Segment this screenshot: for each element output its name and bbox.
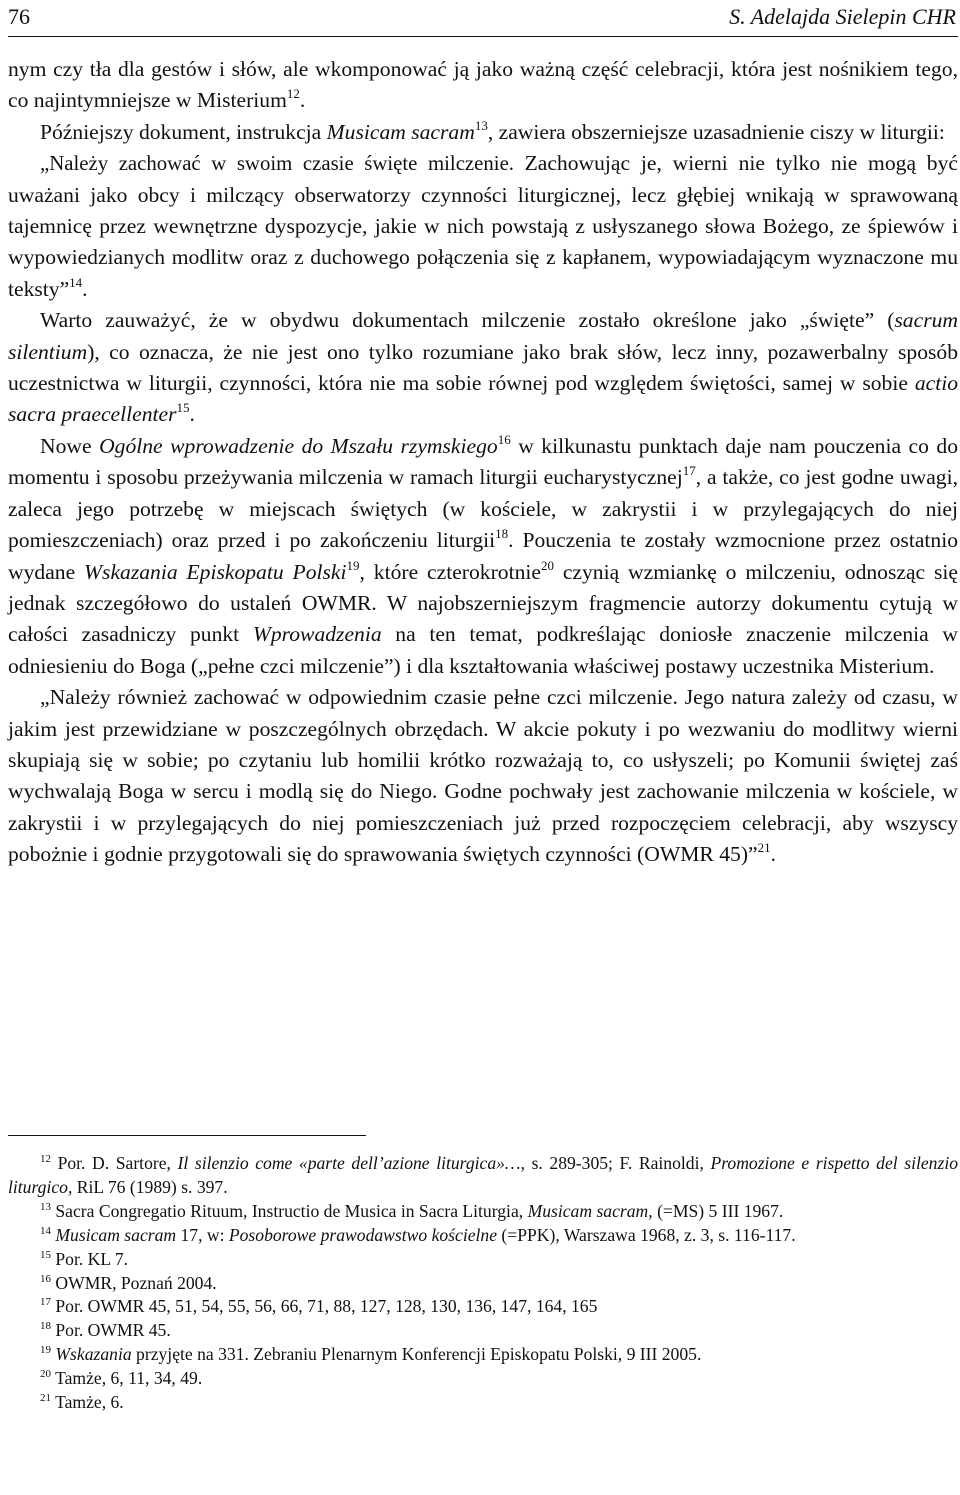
footnote-16: $^{16}$ OWMR, Poznań 2004.: [40, 1272, 217, 1293]
footnote-ref[interactable]: 17: [682, 463, 696, 479]
footnote-17: $^{17}$ Por. OWMR 45, 51, 54, 55, 56, 66, 71, 88, 127, 128, 130, 136, 147, 164, 165: [40, 1296, 598, 1317]
block-quote: „Należy zachować w swoim czasie święte milczenie. Zachowując je, wierni nie tylko nie mogą być uważani jako obcy i milczący obserwatorzy czynności liturgicznej, lecz głębiej wnikają w sprawowaną tajemnicę przez wewnętrzne dyspozycje, jakie w nich powstają z usłyszanego słowa Bożego, ze śpiewów i wypowiedzianych modlitw oraz z duchowego połączenia się z kapłanem, wypowiadającym wyznaczone mu teksty”$^{14}$.: [8, 151, 958, 301]
footnote-20: $^{20}$ Tamże, 6, 11, 34, 49.: [40, 1368, 203, 1389]
paragraph: Warto zauważyć, że w obydwu dokumentach milczenie zostało określone jako „święte” (sacrum silentium), co oznacza, że nie jest ono tylko rozumiane jako brak słów, lecz inny, pozawerbalny sposób uczestnictwa w liturgii, czynności, która nie ma sobie równej pod względem świętości, samej w sobie actio sacra praecellenter$^{15}$.: [8, 308, 958, 427]
footnote-21: $^{21}$ Tamże, 6.: [40, 1392, 124, 1413]
page-number: 76: [8, 4, 30, 29]
paragraph: Późniejszy dokument, instrukcja Musicam sacram$^{13}$, zawiera obszerniejsze uzasadnienie ciszy w liturgii:: [40, 117, 945, 144]
footnote-ref[interactable]: 13: [474, 117, 488, 133]
block-quote: „Należy również zachować w odpowiednim czasie pełne czci milczenie. Jego natura zależy od czasu, w jakim jest przewidziane w poszczególnych obrzędach. W akcie pokuty i po wezwaniu do modlitwy wierni skupiają się w sobie; po czytaniu lub homilii krótko rozważają to, co usłyszeli; po Komunii świętej zaś wychwalają Boga w sercu i modlą się do Niego. Godne pochwały jest zachowanie milczenia w kościele, w zakrystii i w przylegających do niej pomieszczeniach już przed rozpoczęciem celebracji, aby wszyscy pobożnie i godnie przygotowali się do sprawowania świętych czynności (OWMR 45)”$^{21}$.: [8, 685, 958, 867]
footnote-ref[interactable]: 18: [495, 526, 509, 542]
footnote-separator: [8, 1135, 366, 1136]
footnote-18: $^{18}$ Por. OWMR 45.: [40, 1320, 171, 1341]
footnote-12: $^{12}$ Por. D. Sartore, Il silenzio come «parte dell’azione liturgica»…, s. 289-305; F. Rainoldi, Promozione e rispetto del silenzio liturgico, RiL 76 (1989) s. 397.: [8, 1153, 959, 1197]
footnote-ref[interactable]: 16: [497, 431, 511, 447]
footnote-ref[interactable]: 14: [69, 274, 83, 290]
page-header: [8, 0, 958, 37]
body-text: [8, 54, 958, 871]
paragraph-continuation: nym czy tła dla gestów i słów, ale wkomponować ją jako ważną część celebracji, która jest nośnikiem tego, co najintymniejsze w Misterium$^{12}$.: [8, 57, 958, 113]
running-title: S. Adelajda Sielepin CHR: [729, 4, 956, 29]
footnote-ref[interactable]: 15: [176, 400, 190, 416]
footnote-ref[interactable]: 21: [757, 840, 771, 856]
footnote-14: $^{14}$ Musicam sacram 17, w: Posoborowe prawodawstwo kościelne (=PPK), Warszawa 1968, z. 3, s. 116-117.: [40, 1224, 796, 1245]
footnote-19: $^{19}$ Wskazania przyjęte na 331. Zebraniu Plenarnym Konferencji Episkopatu Polski, 9 III 2005.: [40, 1344, 702, 1365]
footnote-ref[interactable]: 19: [346, 557, 360, 573]
footnotes: [8, 1152, 958, 1415]
footnote-ref[interactable]: 20: [540, 557, 554, 573]
footnote-ref[interactable]: 12: [286, 86, 300, 102]
footnote-15: $^{15}$ Por. KL 7.: [40, 1248, 129, 1269]
footnote-13: $^{13}$ Sacra Congregatio Rituum, Instructio de Musica in Sacra Liturgia, Musicam sacram, (=MS) 5 III 1967.: [40, 1200, 784, 1221]
paragraph: Nowe Ogólne wprowadzenie do Mszału rzymskiego$^{16}$ w kilkunastu punktach daje nam pouczenia co do momentu i sposobu przeżywania milczenia w ramach liturgii eucharystycznej$^{17}$, a także, co jest godne uwagi, zaleca jego potrzebę w miejscach świętych (w kościele, w zakrystii i w przylegających do niej pomieszczeniach) oraz przed i po zakończeniu liturgii$^{18}$. Pouczenia te zostały wzmocnione przez ostatnio wydane Wskazania Episkopatu Polski$^{19}$, które czterokrotnie$^{20}$ czynią wzmiankę o milczeniu, odnosząc się jednak szczegółowo do ustaleń OWMR. W najobszerniejszym fragmencie autorzy dokumentu cytują w całości zasadniczy punkt Wprowadzenia na ten temat, podkreślając doniosłe znaczenie milczenia w odniesieniu do Boga („pełne czci milczenie”) i dla kształtowania właściwej postawy uczestnika Misterium.: [8, 431, 958, 678]
